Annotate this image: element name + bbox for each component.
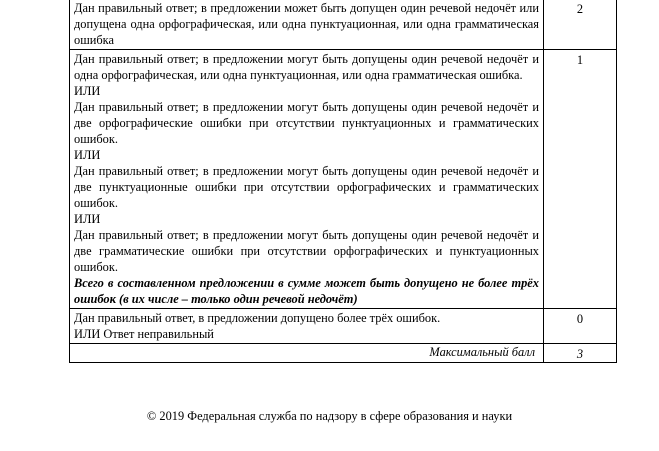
table-row xyxy=(70,0,617,50)
max-score-value: 3 xyxy=(544,344,617,363)
criteria-note: Всего в составленном предложении в сумме может быть допущено не более трёх ошибок (в их числе – только один речевой недочёт) xyxy=(74,276,539,306)
scoring-table xyxy=(69,0,617,363)
copyright-footer: © 2019 Федеральная служба по надзору в сфере образования и науки xyxy=(146,409,513,423)
criterion-text: ИЛИ Ответ неправильный xyxy=(74,327,214,341)
criterion-text: Дан правильный ответ; в предложении могут быть допущены один речевой недочёт и две пунктуационные ошибки при отсутствии орфографических и грамматических ошибок. xyxy=(74,164,539,210)
max-score-row xyxy=(70,344,617,363)
criterion-text: Дан правильный ответ; в предложении могут быть допущены один речевой недочёт и две грамматические ошибки при отсутствии орфографических и пунктуационных ошибок. xyxy=(74,228,539,274)
criteria-cell xyxy=(70,0,544,50)
score-cell: 1 xyxy=(544,50,617,309)
score-cell: 2 xyxy=(544,0,617,50)
criterion-text: Дан правильный ответ; в предложении могут быть допущены один речевой недочёт и одна орфографическая, или одна пунктуационная, или одна грамматическая ошибка. xyxy=(74,52,539,82)
or-separator: ИЛИ xyxy=(74,148,101,162)
or-separator: ИЛИ xyxy=(74,84,101,98)
criterion-text: Дан правильный ответ; в предложении может быть допущен один речевой недочёт или допущена одна орфографическая, или одна пунктуационная, или одна грамматическая ошибка xyxy=(74,1,539,47)
or-separator: ИЛИ xyxy=(74,212,101,226)
criterion-text: Дан правильный ответ; в предложении могут быть допущены один речевой недочёт и две орфографические ошибки при отсутствии пунктуационных и грамматических ошибок. xyxy=(74,100,539,146)
table-row xyxy=(70,50,617,309)
score-cell: 0 xyxy=(544,309,617,344)
criterion-text: Дан правильный ответ, в предложении допущено более трёх ошибок. xyxy=(74,311,441,325)
max-score-label: Максимальный балл xyxy=(70,344,544,363)
criteria-cell xyxy=(70,50,544,309)
criteria-cell xyxy=(70,309,544,344)
table-row xyxy=(70,309,617,344)
